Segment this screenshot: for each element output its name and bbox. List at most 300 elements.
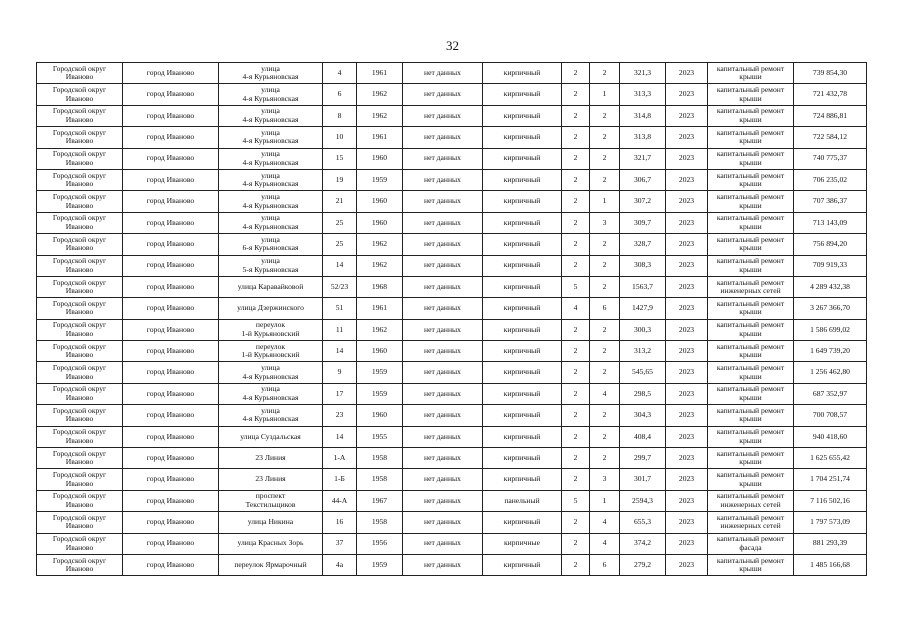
house-number-text: 44-А [331,495,348,505]
cost-text: 724 886,81 [812,110,848,120]
plan-year-cell [666,84,708,105]
entrances-cell [590,512,620,533]
floors-cell [562,191,590,212]
wall-material-cell [483,319,562,340]
municipality-text: Городской округ [52,363,107,373]
entrances-text: 1 [602,196,607,206]
work-type-text: инженерных сетей [720,500,781,509]
work-type-text: крыши [739,221,762,231]
settlement-cell [123,469,219,490]
municipality-cell [37,383,123,404]
plan-year-cell [666,341,708,362]
area-text: 309,7 [633,217,652,227]
work-type-cell [708,84,794,105]
street-cell [219,63,323,84]
table-row [37,362,867,383]
build-year-text: 1962 [371,324,388,334]
municipality-cell [37,212,123,233]
work-type-text: капитальный ремонт [716,234,785,244]
municipality-text: Городской округ [52,470,107,480]
restoration-year-cell [403,448,483,469]
settlement-cell [123,276,219,297]
table-row [37,276,867,297]
wall-material-cell [483,383,562,404]
floors-text: 2 [573,538,578,548]
build-year-cell [357,212,403,233]
cost-cell [794,276,867,297]
municipality-cell [37,319,123,340]
wall-material-text: кирпичный [503,388,541,398]
settlement-cell [123,255,219,276]
settlement-text: город Иваново [146,474,195,484]
entrances-cell [590,84,620,105]
build-year-text: 1961 [371,67,388,77]
wall-material-text: кирпичный [503,431,541,441]
municipality-text: Городской округ [52,106,107,116]
restoration-year-text: нет данных [424,538,461,548]
build-year-cell [357,105,403,126]
restoration-year-text: нет данных [424,239,461,249]
area-cell [620,276,666,297]
entrances-cell [590,383,620,404]
street-cell [219,341,323,362]
entrances-cell [590,448,620,469]
plan-year-text: 2023 [678,260,695,270]
plan-year-cell [666,448,708,469]
build-year-text: 1968 [371,281,388,291]
house-number-text: 21 [335,196,344,206]
house-number-cell [323,212,357,233]
house-number-text: 4 [337,67,342,77]
plan-year-cell [666,490,708,511]
house-number-text: 23 [335,410,344,420]
plan-year-cell [666,63,708,84]
municipality-cell [37,362,123,383]
house-number-cell [323,276,357,297]
wall-material-text: кирпичный [503,452,541,462]
municipality-text: Городской округ [52,277,107,287]
municipality-cell [37,426,123,447]
entrances-text: 2 [602,67,607,77]
plan-year-text: 2023 [678,174,695,184]
area-cell [620,212,666,233]
street-text: улица Каравайковой [237,281,304,291]
municipality-text: Иваново [65,136,94,146]
cost-text: 706 235,02 [812,174,848,184]
cost-text: 3 267 366,70 [810,303,850,313]
floors-cell [562,148,590,169]
work-type-cell [708,148,794,169]
area-text: 1427,9 [632,303,653,313]
wall-material-cell [483,234,562,255]
work-type-text: крыши [739,564,762,574]
cost-text: 1 485 166,68 [810,559,850,569]
work-type-cell [708,191,794,212]
floors-cell [562,341,590,362]
cost-text: 756 894,20 [812,239,848,249]
restoration-year-text: нет данных [424,196,461,206]
municipality-cell [37,148,123,169]
work-type-text: капитальный ремонт [716,256,785,266]
table-row [37,554,867,575]
street-cell [219,533,323,554]
settlement-cell [123,490,219,511]
plan-year-text: 2023 [678,367,695,377]
wall-material-text: кирпичный [503,196,541,206]
work-type-text: крыши [739,72,762,82]
table-row [37,383,867,404]
area-cell [620,512,666,533]
area-cell [620,426,666,447]
settlement-cell [123,234,219,255]
area-cell [620,234,666,255]
settlement-text: город Иваново [146,89,195,99]
restoration-year-cell [403,276,483,297]
wall-material-cell [483,490,562,511]
build-year-text: 1959 [371,174,388,184]
work-type-text: капитальный ремонт [716,384,785,394]
work-type-cell [708,212,794,233]
wall-material-cell [483,127,562,148]
municipality-text: Иваново [65,179,94,189]
settlement-text: город Иваново [146,324,195,334]
area-text: 321,3 [633,67,652,77]
work-type-text: крыши [739,435,762,445]
plan-year-cell [666,234,708,255]
street-text: улица [261,213,280,223]
table-row [37,105,867,126]
street-text: 4-я Курьяновская [242,221,299,231]
plan-year-cell [666,127,708,148]
floors-text: 5 [573,495,578,505]
build-year-cell [357,405,403,426]
floors-cell [562,426,590,447]
build-year-cell [357,234,403,255]
restoration-year-text: нет данных [424,367,461,377]
entrances-text: 2 [602,410,607,420]
street-cell [219,512,323,533]
cost-text: 721 432,78 [812,89,848,99]
street-cell [219,426,323,447]
cost-cell [794,169,867,190]
area-cell [620,127,666,148]
cost-cell [794,383,867,404]
settlement-cell [123,341,219,362]
work-type-cell [708,341,794,362]
entrances-text: 1 [602,89,607,99]
wall-material-cell [483,105,562,126]
street-cell [219,383,323,404]
house-number-cell [323,362,357,383]
house-number-cell [323,383,357,404]
work-type-text: капитальный ремонт [716,363,785,373]
work-type-text: крыши [739,328,762,338]
table-row [37,512,867,533]
build-year-text: 1967 [371,495,388,505]
street-text: улица [261,63,280,73]
area-cell [620,191,666,212]
area-text: 1563,7 [632,281,653,291]
entrances-text: 2 [602,260,607,270]
settlement-text: город Иваново [146,495,195,505]
street-text: переулок Ярмарочный [234,559,307,569]
cost-cell [794,362,867,383]
street-text: улица [261,127,280,137]
wall-material-text: кирпичный [503,174,541,184]
street-text: 4-я Курьяновская [242,393,299,403]
municipality-text: Иваново [65,414,94,424]
restoration-year-cell [403,341,483,362]
municipality-text: Городской округ [52,256,107,266]
floors-cell [562,490,590,511]
street-cell [219,469,323,490]
floors-cell [562,212,590,233]
house-number-text: 1-Б [334,474,345,484]
entrances-cell [590,469,620,490]
entrances-text: 6 [602,303,607,313]
house-number-cell [323,148,357,169]
street-cell [219,276,323,297]
work-type-cell [708,554,794,575]
table-row [37,191,867,212]
work-type-text: крыши [739,393,762,403]
wall-material-cell [483,84,562,105]
build-year-cell [357,512,403,533]
street-text: переулок [255,341,286,351]
floors-text: 2 [573,67,578,77]
plan-year-cell [666,362,708,383]
build-year-text: 1958 [371,474,388,484]
work-type-text: крыши [739,243,762,253]
floors-cell [562,554,590,575]
house-number-text: 4а [335,559,344,569]
street-cell [219,255,323,276]
settlement-text: город Иваново [146,559,195,569]
house-number-text: 14 [335,431,344,441]
street-cell [219,191,323,212]
restoration-year-text: нет данных [424,89,461,99]
work-type-text: капитальный ремонт [716,63,785,73]
table-row [37,63,867,84]
municipality-text: Городской округ [52,534,107,544]
build-year-text: 1961 [371,132,388,142]
municipality-cell [37,490,123,511]
house-number-text: 52/23 [330,281,349,291]
plan-year-text: 2023 [678,196,695,206]
wall-material-text: кирпичный [503,239,541,249]
restoration-year-cell [403,84,483,105]
municipality-text: Городской округ [52,127,107,137]
restoration-year-text: нет данных [424,431,461,441]
floors-text: 2 [573,345,578,355]
wall-material-cell [483,469,562,490]
floors-cell [562,298,590,319]
build-year-text: 1960 [371,217,388,227]
floors-text: 5 [573,281,578,291]
area-text: 308,3 [633,260,652,270]
work-type-text: крыши [739,478,762,488]
house-number-text: 25 [335,239,344,249]
cost-cell [794,554,867,575]
settlement-text: город Иваново [146,217,195,227]
plan-year-cell [666,533,708,554]
street-text: 4-я Курьяновская [242,414,299,424]
settlement-cell [123,448,219,469]
street-text: улица [261,234,280,244]
municipality-text: Городской округ [52,427,107,437]
restoration-year-text: нет данных [424,153,461,163]
street-text: улица [261,363,280,373]
floors-text: 2 [573,324,578,334]
build-year-text: 1960 [371,410,388,420]
plan-year-cell [666,255,708,276]
house-number-text: 1-А [333,452,346,462]
work-type-text: крыши [739,93,762,103]
area-text: 321,7 [633,153,652,163]
house-number-cell [323,234,357,255]
cost-text: 713 143,09 [812,217,848,227]
floors-cell [562,169,590,190]
restoration-year-text: нет данных [424,260,461,270]
page-number: 32 [446,38,459,53]
street-text: улица [261,149,280,159]
settlement-text: город Иваново [146,431,195,441]
street-text: улица [261,405,280,415]
settlement-text: город Иваново [146,388,195,398]
work-type-text: капитальный ремонт [716,191,785,201]
wall-material-text: кирпичный [503,324,541,334]
area-text: 300,3 [633,324,652,334]
area-text: 313,8 [633,132,652,142]
settlement-cell [123,383,219,404]
cost-cell [794,319,867,340]
municipality-text: Иваново [65,286,94,296]
table-row [37,533,867,554]
street-cell [219,234,323,255]
settlement-text: город Иваново [146,367,195,377]
area-text: 313,3 [633,89,652,99]
wall-material-text: кирпичный [503,303,541,313]
floors-text: 2 [573,474,578,484]
street-text: 4-я Курьяновская [242,371,299,381]
restoration-year-cell [403,63,483,84]
settlement-cell [123,212,219,233]
settlement-cell [123,105,219,126]
settlement-cell [123,426,219,447]
floors-cell [562,383,590,404]
restoration-year-cell [403,490,483,511]
work-type-text: крыши [739,114,762,124]
area-text: 306,7 [633,174,652,184]
build-year-text: 1960 [371,153,388,163]
floors-cell [562,405,590,426]
entrances-text: 2 [602,431,607,441]
plan-year-text: 2023 [678,345,695,355]
settlement-text: город Иваново [146,452,195,462]
area-cell [620,490,666,511]
street-text: улица Дзержинского [237,303,304,313]
house-number-text: 11 [335,324,344,334]
settlement-text: город Иваново [146,517,195,527]
entrances-cell [590,105,620,126]
build-year-cell [357,469,403,490]
area-cell [620,554,666,575]
work-type-cell [708,319,794,340]
work-type-cell [708,405,794,426]
settlement-text: город Иваново [146,196,195,206]
work-type-text: капитальный ремонт [716,555,785,565]
street-text: 6-я Курьяновская [242,243,299,253]
floors-cell [562,469,590,490]
plan-year-text: 2023 [678,517,695,527]
floors-text: 2 [573,431,578,441]
floors-cell [562,448,590,469]
street-text: 4-я Курьяновская [242,200,299,210]
plan-year-cell [666,298,708,319]
entrances-text: 4 [602,538,607,548]
wall-material-cell [483,298,562,319]
build-year-text: 1962 [371,110,388,120]
restoration-year-cell [403,234,483,255]
municipality-text: Городской округ [52,512,107,522]
build-year-text: 1959 [371,559,388,569]
municipality-cell [37,234,123,255]
entrances-text: 2 [602,132,607,142]
cost-cell [794,234,867,255]
floors-text: 2 [573,153,578,163]
restoration-year-cell [403,362,483,383]
plan-year-cell [666,169,708,190]
house-number-text: 37 [335,538,344,548]
house-number-cell [323,255,357,276]
municipality-text: Городской округ [52,448,107,458]
build-year-cell [357,319,403,340]
work-type-text: крыши [739,157,762,167]
municipality-cell [37,191,123,212]
street-text: 4-я Курьяновская [242,93,299,103]
house-number-cell [323,469,357,490]
plan-year-text: 2023 [678,431,695,441]
area-text: 2594,3 [632,495,653,505]
municipality-text: Иваново [65,521,94,531]
wall-material-cell [483,405,562,426]
build-year-cell [357,63,403,84]
floors-text: 2 [573,217,578,227]
area-cell [620,169,666,190]
settlement-cell [123,63,219,84]
restoration-year-cell [403,405,483,426]
municipality-cell [37,512,123,533]
wall-material-text: кирпичный [503,474,541,484]
area-text: 313,2 [633,345,652,355]
municipality-text: Иваново [65,72,94,82]
entrances-text: 2 [602,110,607,120]
build-year-text: 1960 [371,345,388,355]
house-number-cell [323,490,357,511]
restoration-year-cell [403,212,483,233]
wall-material-cell [483,341,562,362]
wall-material-cell [483,362,562,383]
build-year-text: 1962 [371,89,388,99]
work-type-text: капитальный ремонт [716,405,785,415]
wall-material-text: панельный [504,495,540,505]
plan-year-cell [666,383,708,404]
cost-text: 7 116 502,16 [810,495,850,505]
work-type-cell [708,533,794,554]
work-type-cell [708,105,794,126]
work-type-cell [708,490,794,511]
floors-text: 2 [573,388,578,398]
